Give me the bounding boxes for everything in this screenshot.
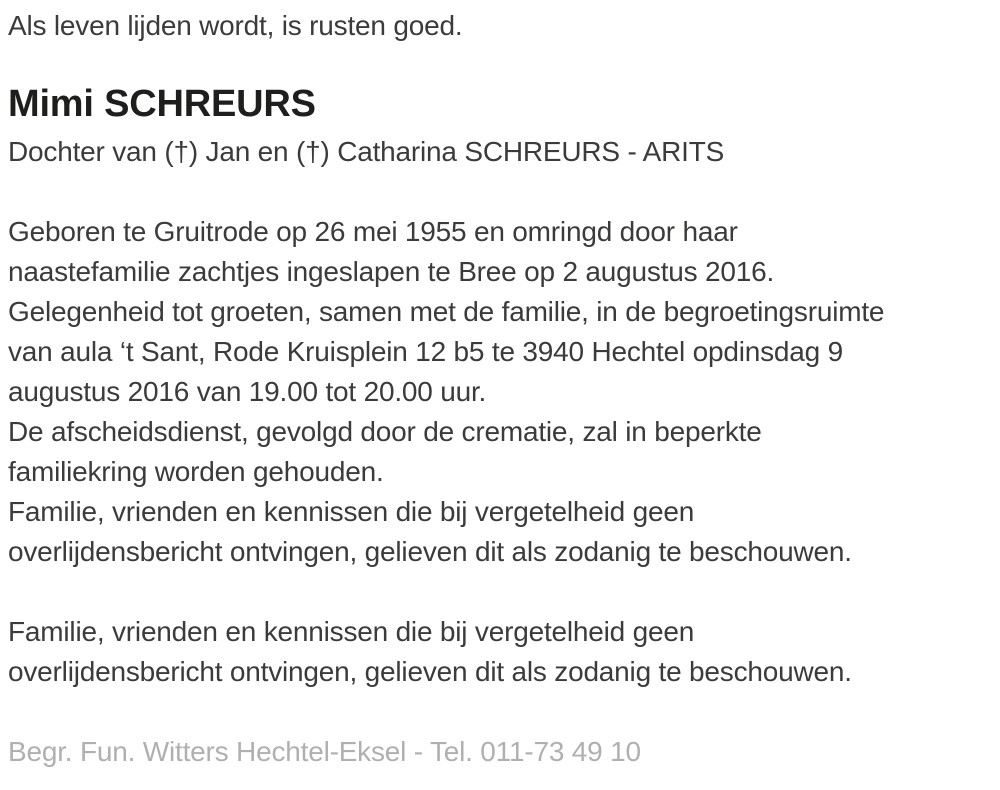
funeral-home-footer: Begr. Fun. Witters Hechtel-Eksel - Tel. 011-73 49 10 [8, 736, 641, 767]
announcement-line: augustus 2016 van 19.00 tot 20.00 uur. [8, 376, 487, 407]
relation-line: Dochter van (†) Jan en (†) Catharina SCHREURS - ARITS [8, 136, 725, 167]
announcement-line: naastefamilie zachtjes ingeslapen te Bree op 2 augustus 2016. [8, 256, 775, 287]
deceased-name: Mimi SCHREURS [8, 83, 316, 125]
announcement-text [8, 212, 992, 572]
repeat-notice-line: overlijdensbericht ontvingen, gelieven dit als zodanig te beschouwen. [8, 656, 852, 687]
announcement-line: familiekring worden gehouden. [8, 456, 384, 487]
repeat-notice [8, 612, 992, 692]
repeat-notice-line: Familie, vrienden en kennissen die bij vergetelheid geen [8, 616, 695, 647]
announcement-line: Geboren te Gruitrode op 26 mei 1955 en omringd door haar [8, 216, 738, 247]
announcement-line: overlijdensbericht ontvingen, gelieven dit als zodanig te beschouwen. [8, 536, 852, 567]
epitaph-quote: Als leven lijden wordt, is rusten goed. [8, 10, 463, 41]
announcement-line: Gelegenheid tot groeten, samen met de familie, in de begroetingsruimte [8, 296, 885, 327]
announcement-line: Familie, vrienden en kennissen die bij vergetelheid geen [8, 496, 695, 527]
announcement-line: De afscheidsdienst, gevolgd door de crematie, zal in beperkte [8, 416, 762, 447]
announcement-line: van aula ‘t Sant, Rode Kruisplein 12 b5 te 3940 Hechtel opdinsdag 9 [8, 336, 843, 367]
